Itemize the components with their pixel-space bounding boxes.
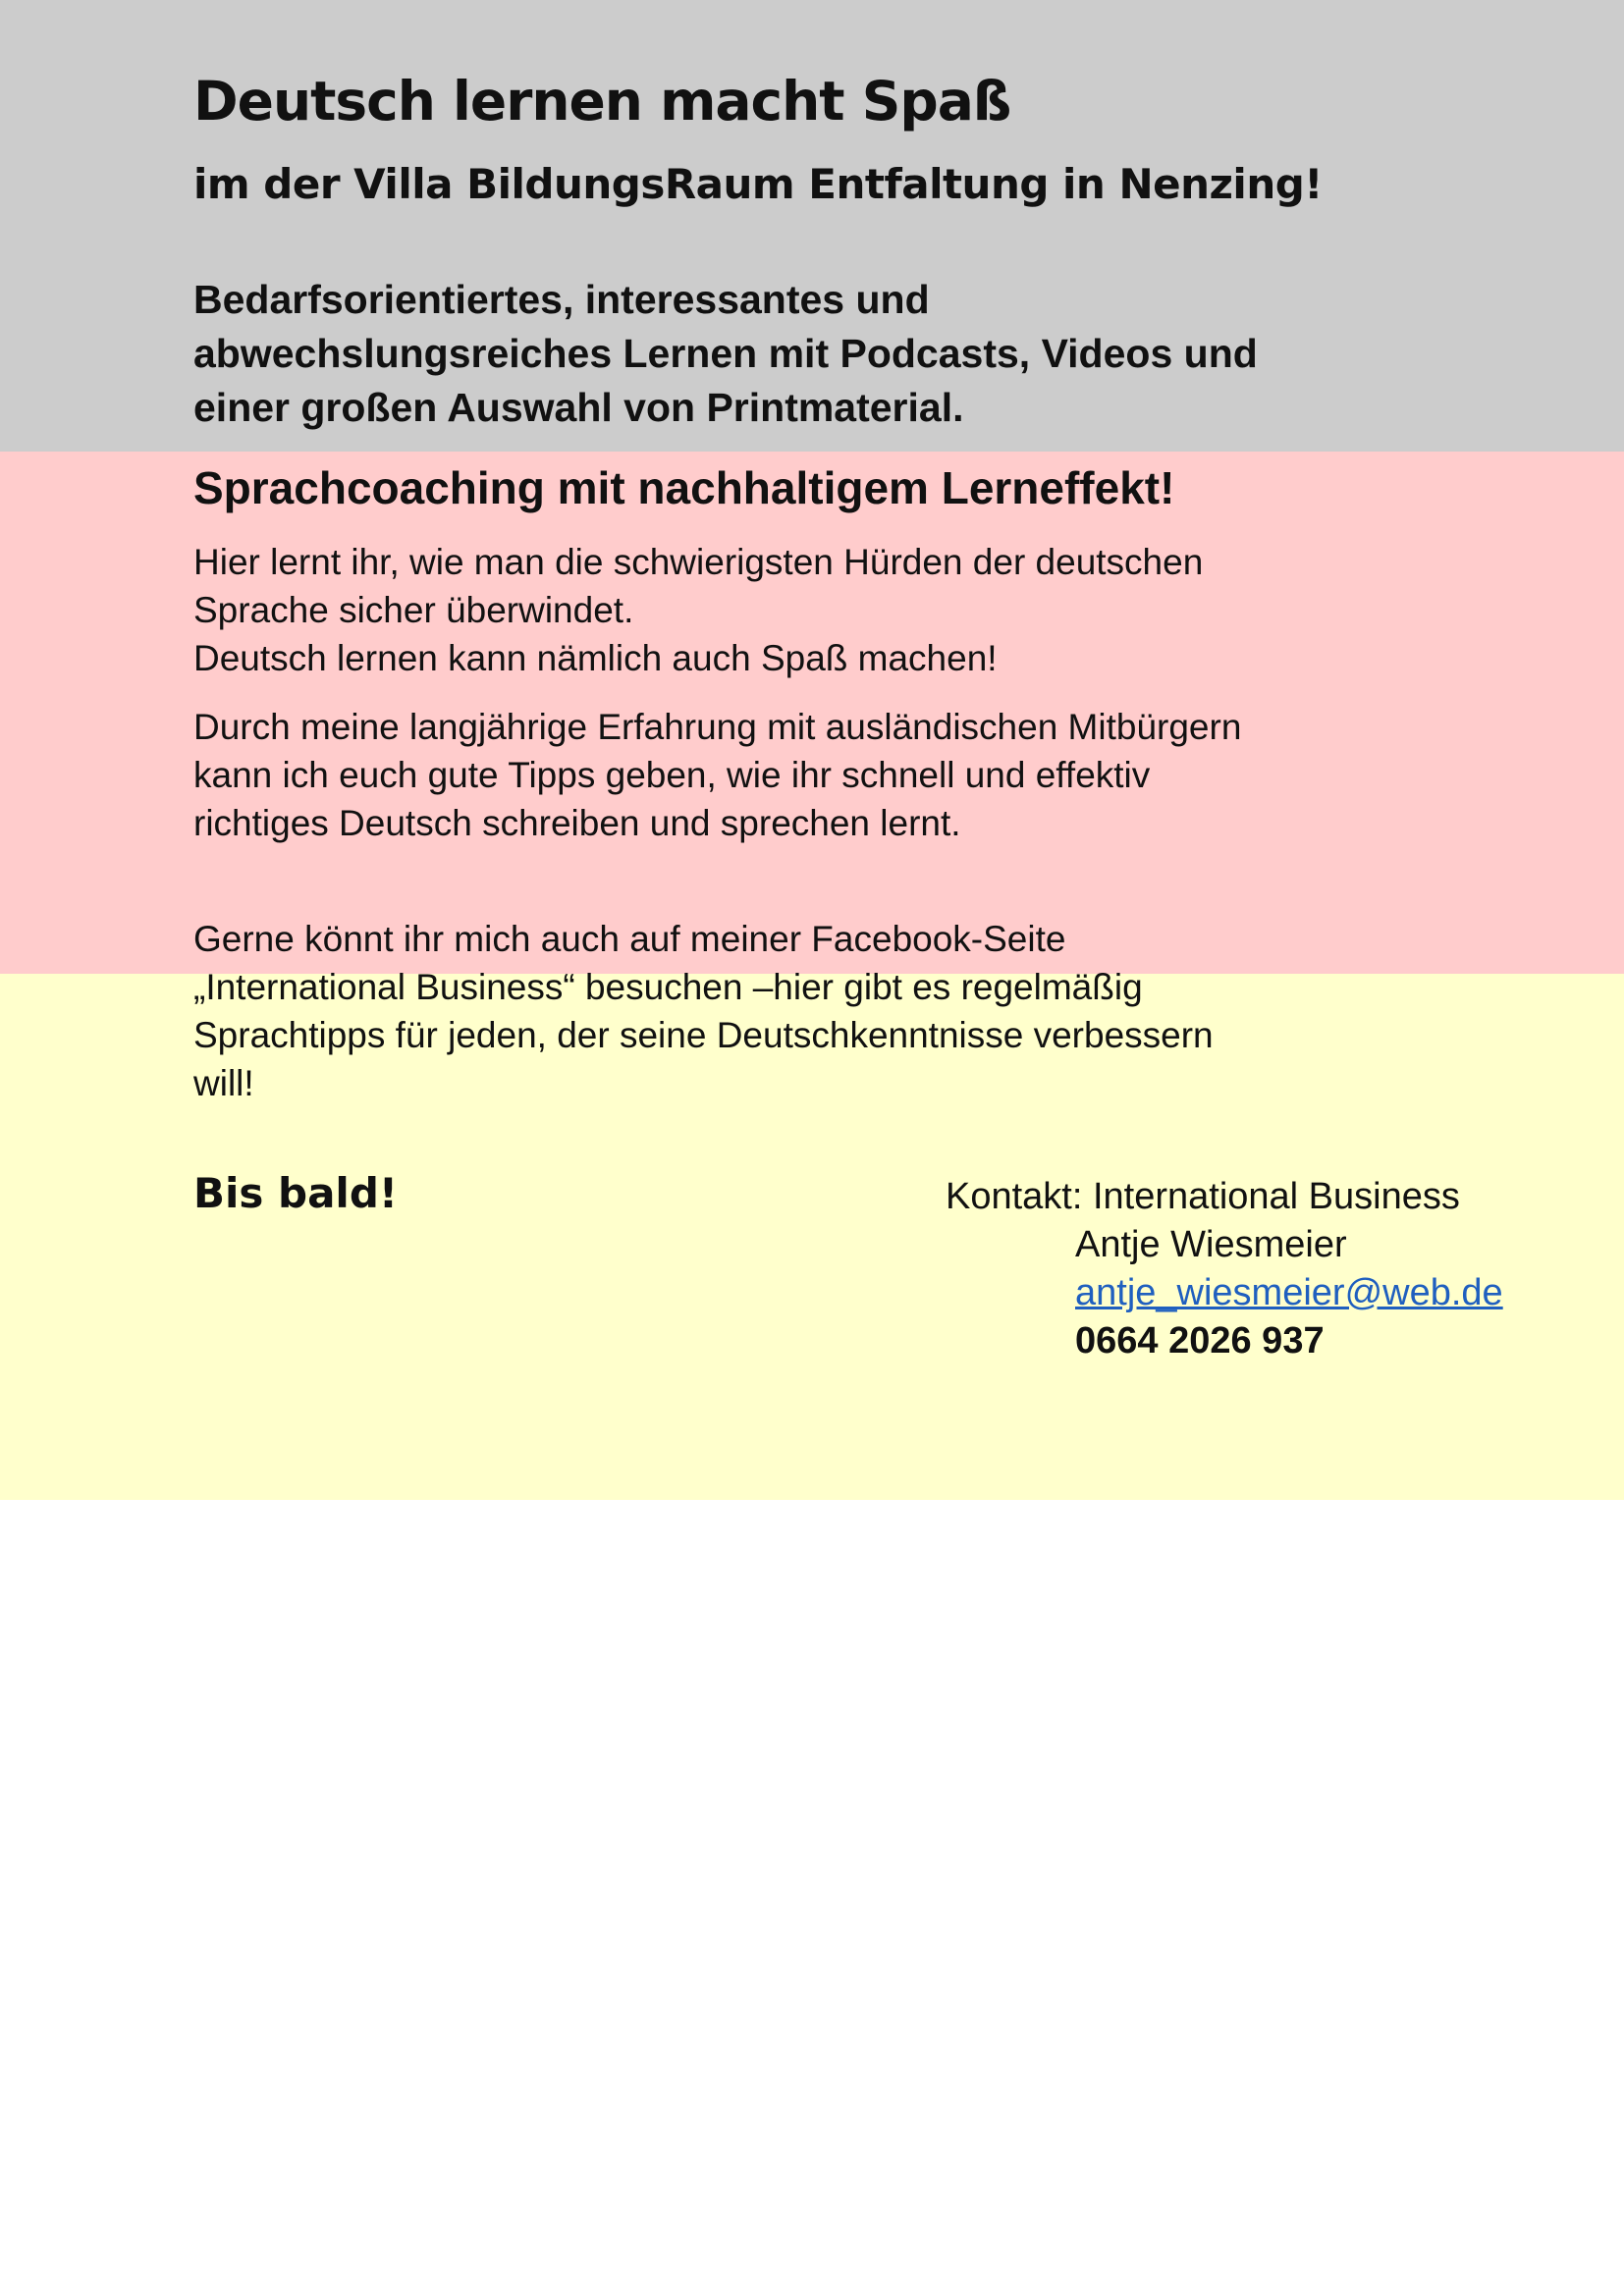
paragraph-line: Durch meine langjährige Erfahrung mit ausländischen Mitbürgern: [193, 707, 1242, 747]
page-subtitle: im der Villa BildungsRaum Entfaltung in Nenzing!: [193, 160, 1323, 208]
contact-block: [1075, 1221, 1503, 1365]
paragraph-line: will!: [193, 1063, 254, 1103]
paragraph-line: Sprache sicher überwindet.: [193, 590, 634, 630]
paragraph-line: Hier lernt ihr, wie man die schwierigsten Hürden der deutschen: [193, 542, 1204, 582]
farewell-text: Bis bald!: [193, 1169, 399, 1217]
paragraph-line: Sprachtipps für jeden, der seine Deutschkenntnisse verbessern: [193, 1015, 1214, 1055]
paragraph-line: kann ich euch gute Tipps geben, wie ihr schnell und effektiv: [193, 755, 1151, 795]
paragraph-line: Deutsch lernen kann nämlich auch Spaß machen!: [193, 638, 998, 678]
coaching-paragraph-1: [193, 538, 1203, 682]
intro-line: abwechslungsreiches Lernen mit Podcasts, Videos und: [193, 331, 1258, 376]
facebook-paragraph: [193, 915, 1214, 1107]
page-title: Deutsch lernen macht Spaß: [193, 70, 1011, 133]
paragraph-line: „International Business“ besuchen –hier gibt es regelmäßig: [193, 967, 1143, 1007]
paragraph-line: richtiges Deutsch schreiben und sprechen lernt.: [193, 803, 961, 843]
intro-paragraph: [193, 273, 1258, 435]
contact-email-link[interactable]: antje_wiesmeier@web.de: [1075, 1272, 1503, 1313]
coaching-paragraph-2: [193, 703, 1241, 847]
contact-name: Antje Wiesmeier: [1075, 1224, 1347, 1265]
contact-label: Kontakt: International Business: [946, 1176, 1460, 1217]
paragraph-line: Gerne könnt ihr mich auch auf meiner Facebook-Seite: [193, 919, 1066, 959]
intro-line: Bedarfsorientiertes, interessantes und: [193, 277, 930, 322]
contact-phone: 0664 2026 937: [1075, 1320, 1325, 1362]
coaching-headline: Sprachcoaching mit nachhaltigem Lerneffekt!: [193, 462, 1175, 513]
intro-line: einer großen Auswahl von Printmaterial.: [193, 385, 964, 430]
